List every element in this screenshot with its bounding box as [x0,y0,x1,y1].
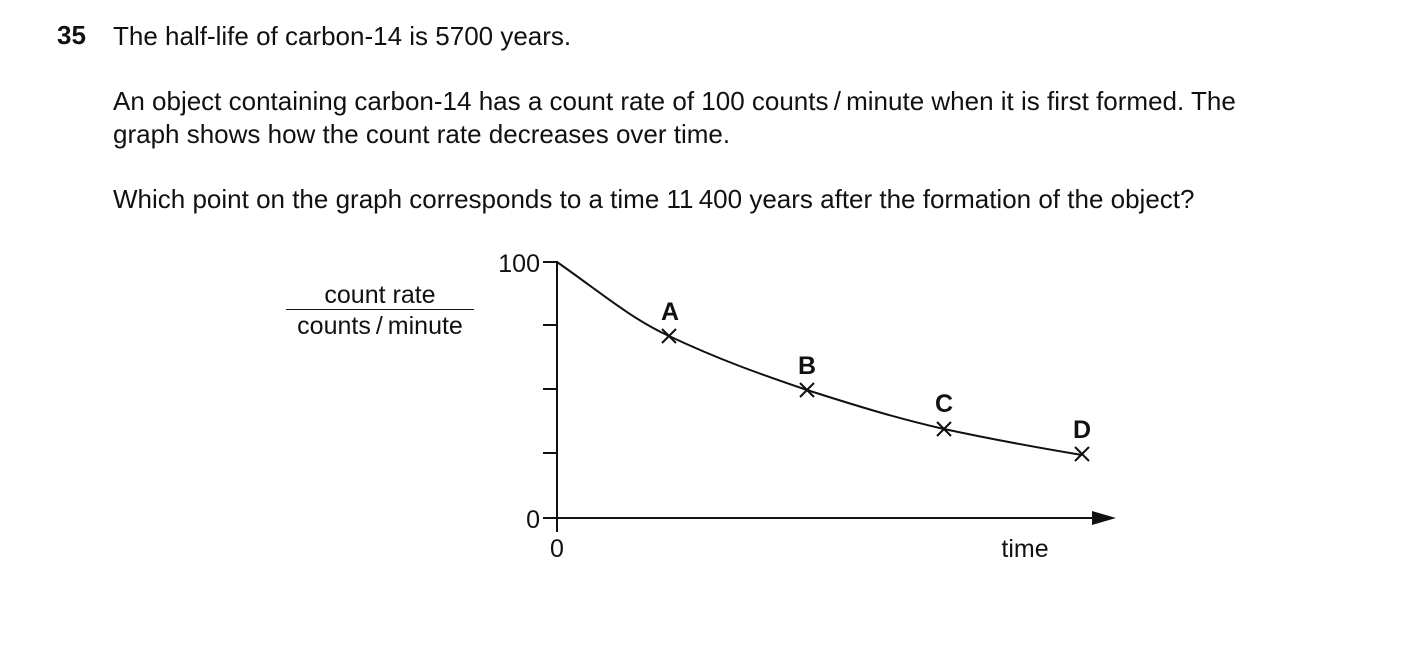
x-tick-label-0: 0 [550,535,564,563]
point-a-label: A [660,298,680,326]
point-c-label: C [934,390,954,418]
point-a-marker [662,329,676,343]
question-number: 35 [57,20,86,50]
point-c-marker [937,422,951,436]
y-tick-label-100: 100 [498,250,540,278]
point-b-label: B [797,352,817,380]
y-axis-label-unit: counts / minute [297,312,463,340]
x-axis-arrowhead [1092,511,1116,525]
question-line-description-2: graph shows how the count rate decreases over time. [113,119,731,149]
y-tick-label-0: 0 [526,506,540,534]
decay-curve [557,262,1082,455]
question-line-prompt: Which point on the graph corresponds to a time 11 400 years after the formation of the object? [113,184,1195,214]
question-line-description-1: An object containing carbon-14 has a count rate of 100 counts / minute when it is first formed. The [113,86,1236,116]
point-b-marker [800,383,814,397]
x-axis-label: time [1001,535,1049,563]
y-axis-label-quantity: count rate [324,281,436,309]
question-line-half-life: The half-life of carbon-14 is 5700 years. [113,21,572,51]
point-d-label: D [1072,416,1092,444]
